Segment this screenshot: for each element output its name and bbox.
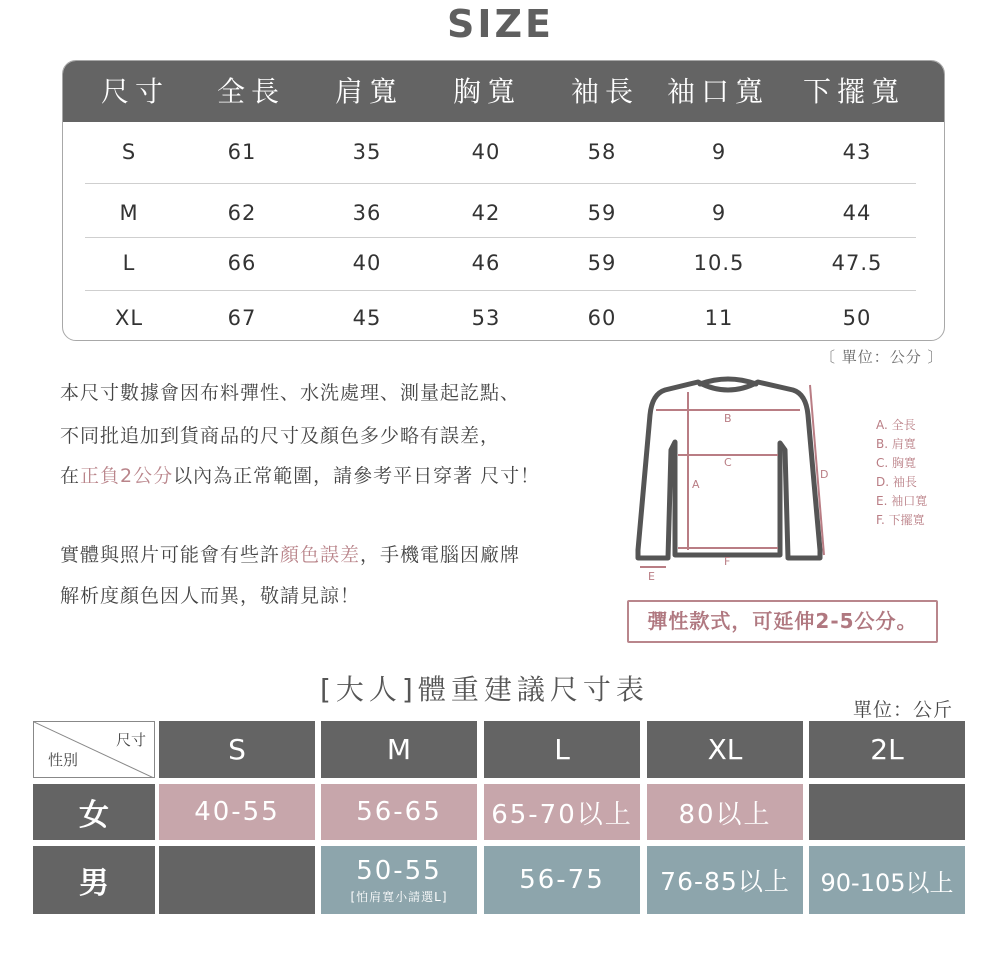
cell-cuff: 9 — [711, 201, 727, 225]
legend-item: D. 袖長 — [876, 475, 917, 489]
cell-shoulder: 40 — [352, 251, 382, 275]
male-m-value: 50-55 — [356, 855, 442, 886]
male-m — [321, 846, 477, 914]
legend-item: F. 下擺寬 — [876, 513, 925, 527]
cell-shoulder: 45 — [352, 306, 382, 330]
note-highlight: 正負2公分 — [80, 465, 174, 487]
weight-table-title: [大人]體重建議尺寸表 — [320, 673, 649, 706]
cell-length: 67 — [227, 306, 257, 330]
row-male-label: 男 — [33, 846, 155, 914]
row-divider — [85, 183, 916, 184]
label-e: E — [648, 570, 655, 583]
legend-item: A. 全長 — [876, 418, 916, 432]
note-line-2: 不同批追加到貨商品的尺寸及顏色多少略有誤差， — [60, 425, 501, 447]
female-xl: 80以上 — [647, 784, 803, 840]
cell-hem: 47.5 — [831, 251, 883, 275]
cell-hem: 44 — [842, 201, 872, 225]
note-text: 在 — [60, 465, 81, 487]
weight-header-m: M — [321, 721, 477, 778]
cell-chest: 40 — [471, 140, 501, 164]
note-text: 實體與照片可能會有些許 — [60, 544, 281, 566]
diagram-legend — [876, 416, 927, 530]
label-f: F — [724, 555, 731, 568]
male-xl: 76-85以上 — [647, 846, 803, 914]
label-c: C — [724, 456, 732, 469]
header-sleeve: 袖長 — [571, 75, 640, 108]
corner-size-label: 尺寸 — [115, 731, 146, 749]
male-2l: 90-105以上 — [809, 846, 965, 914]
cell-sleeve: 58 — [587, 140, 617, 164]
row-divider — [85, 290, 916, 291]
female-m: 56-65 — [321, 784, 477, 840]
cell-sleeve: 59 — [587, 201, 617, 225]
cell-size: L — [122, 251, 136, 275]
cell-length: 66 — [227, 251, 257, 275]
weight-header-s: S — [159, 721, 315, 778]
cell-sleeve: 60 — [587, 306, 617, 330]
cell-cuff: 11 — [704, 306, 734, 330]
header-hem: 下擺寬 — [803, 75, 906, 108]
label-d: D — [820, 468, 829, 481]
cell-size: S — [121, 140, 137, 164]
weight-header-l: L — [484, 721, 640, 778]
cell-sleeve: 59 — [587, 251, 617, 275]
male-l: 56-75 — [484, 846, 640, 914]
cell-chest: 46 — [471, 251, 501, 275]
note-text: ，手機電腦因廠牌 — [360, 544, 521, 566]
size-table-header — [63, 61, 944, 122]
header-chest: 胸寬 — [453, 75, 522, 108]
cell-shoulder: 35 — [352, 140, 382, 164]
header-length: 全長 — [217, 75, 286, 108]
corner-gender-label: 性別 — [48, 751, 79, 769]
female-2l — [809, 784, 965, 840]
cell-cuff: 9 — [711, 140, 727, 164]
elastic-note: 彈性款式，可延伸2-5公分。 — [627, 600, 938, 643]
cell-hem: 43 — [842, 140, 872, 164]
header-size: 尺寸 — [101, 75, 170, 108]
size-title: SIZE — [446, 2, 555, 46]
cell-hem: 50 — [842, 306, 872, 330]
label-b: B — [724, 412, 732, 425]
note-text: 以內為正常範圍，請參考平日穿著 尺寸！ — [173, 465, 541, 487]
note-line-1: 本尺寸數據會因布料彈性、水洗處理、測量起訖點、 — [60, 382, 521, 404]
female-l: 65-70以上 — [484, 784, 640, 840]
note-line-5: 解析度顏色因人而異，敬請見諒！ — [60, 585, 361, 607]
female-s: 40-55 — [159, 784, 315, 840]
cell-size: M — [119, 201, 139, 225]
row-divider — [85, 237, 916, 238]
legend-item: B. 肩寬 — [876, 437, 916, 451]
male-m-note: [怕肩寬小請選L] — [350, 889, 448, 904]
cell-chest: 53 — [471, 306, 501, 330]
weight-table-corner — [33, 721, 155, 778]
cell-length: 61 — [227, 140, 257, 164]
legend-item: C. 胸寬 — [876, 456, 917, 470]
weight-header-xl: XL — [647, 721, 803, 778]
note-highlight: 顏色誤差 — [280, 544, 361, 566]
cell-shoulder: 36 — [352, 201, 382, 225]
label-a: A — [692, 478, 700, 491]
cell-size: XL — [114, 306, 144, 330]
header-cuff: 袖口寬 — [667, 75, 770, 108]
unit-note: 〔 單位：公分 〕 — [820, 348, 944, 366]
header-shoulder: 肩寬 — [335, 75, 404, 108]
cell-cuff: 10.5 — [693, 251, 745, 275]
row-female-label: 女 — [33, 784, 155, 840]
weight-header-2l: 2L — [809, 721, 965, 778]
legend-item: E. 袖口寬 — [876, 494, 928, 508]
note-line-3 — [60, 461, 540, 488]
weight-table-unit: 單位：公斤 — [853, 699, 954, 721]
cell-length: 62 — [227, 201, 257, 225]
note-line-4 — [60, 540, 520, 567]
size-table — [62, 60, 945, 341]
male-s — [159, 846, 315, 914]
cell-chest: 42 — [471, 201, 501, 225]
